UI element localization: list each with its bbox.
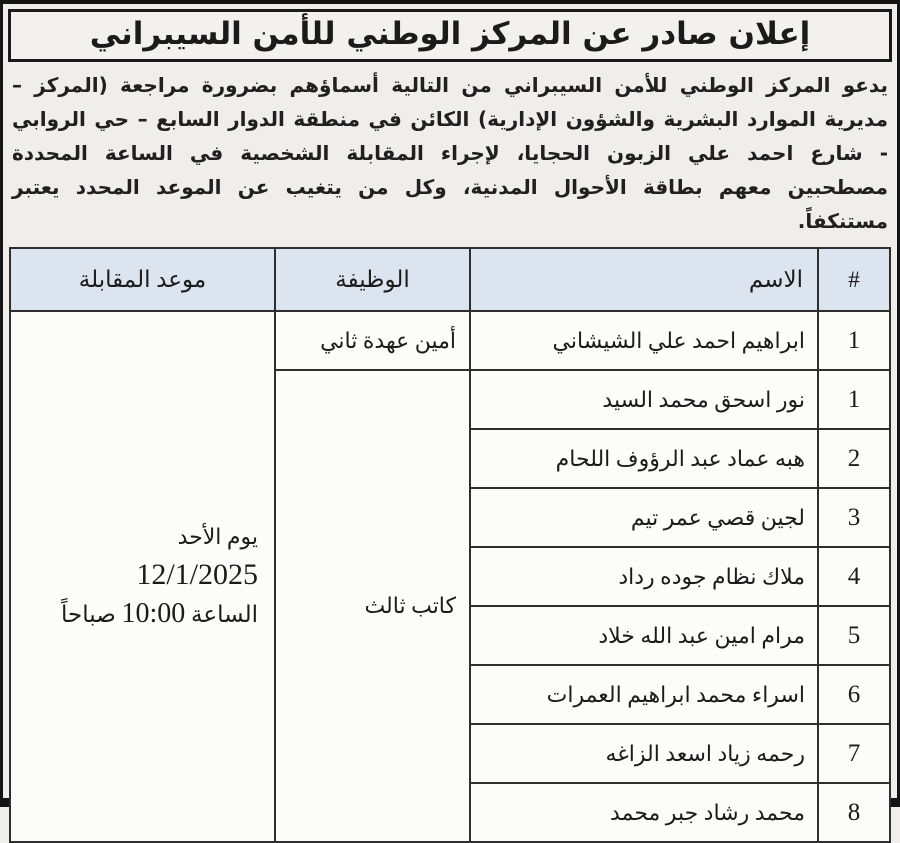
header-number: # (818, 248, 890, 311)
appointment-date: 12/1/2025 (136, 558, 258, 591)
row-number-cell: 4 (818, 547, 890, 606)
name-cell: نور اسحق محمد السيد (470, 370, 818, 429)
name-cell: رحمه زياد اسعد الزاغه (470, 724, 818, 783)
name-cell: لجين قصي عمر تيم (470, 488, 818, 547)
row-number-cell: 3 (818, 488, 890, 547)
appointment-time: الساعة 10:00 صباحاً (61, 598, 258, 629)
name-cell: محمد رشاد جبر محمد (470, 783, 818, 842)
table-header (10, 248, 890, 311)
row-number-cell: 7 (818, 724, 890, 783)
row-number-cell: 1 (818, 311, 890, 370)
table-header-row (10, 248, 890, 311)
header-job: الوظيفة (275, 248, 470, 311)
row-number-cell: 5 (818, 606, 890, 665)
appointment-day: يوم الأحد (177, 524, 258, 549)
job-cell-merged: كاتب ثالث (275, 370, 470, 842)
row-number-cell: 6 (818, 665, 890, 724)
candidates-table (9, 247, 891, 843)
row-number-cell: 1 (818, 370, 890, 429)
row-number-cell: 8 (818, 783, 890, 842)
header-appointment: موعد المقابلة (10, 248, 275, 311)
announcement-title: إعلان صادر عن المركز الوطني للأمن السيبراني (8, 9, 892, 62)
job-cell: أمين عهدة ثاني (275, 311, 470, 370)
table-row (10, 311, 890, 370)
name-cell: هبه عماد عبد الرؤوف اللحام (470, 429, 818, 488)
appointment-cell (10, 311, 275, 842)
name-cell: مرام امين عبد الله خلاد (470, 606, 818, 665)
header-name: الاسم (470, 248, 818, 311)
name-cell: اسراء محمد ابراهيم العمرات (470, 665, 818, 724)
announcement-body-text: يدعو المركز الوطني للأمن السيبراني من التالية أسماؤهم بضرورة مراجعة (المركز – مديرية الموارد البشرية والشؤون الإدارية) الكائن في منطقة الدوار السابع – حي الروابي - شارع احمد علي الزبون الحجايا، لإجراء المقابلة الشخصية في الساعة المحددة مصطحبين معهم بطاقة الأحوال المدنية، وكل من يتغيب عن الموعد المحدد يعتبر مستنكفاً. (12, 73, 888, 233)
row-number-cell: 2 (818, 429, 890, 488)
name-cell: ابراهيم احمد علي الشيشاني (470, 311, 818, 370)
name-cell: ملاك نظام جوده رداد (470, 547, 818, 606)
